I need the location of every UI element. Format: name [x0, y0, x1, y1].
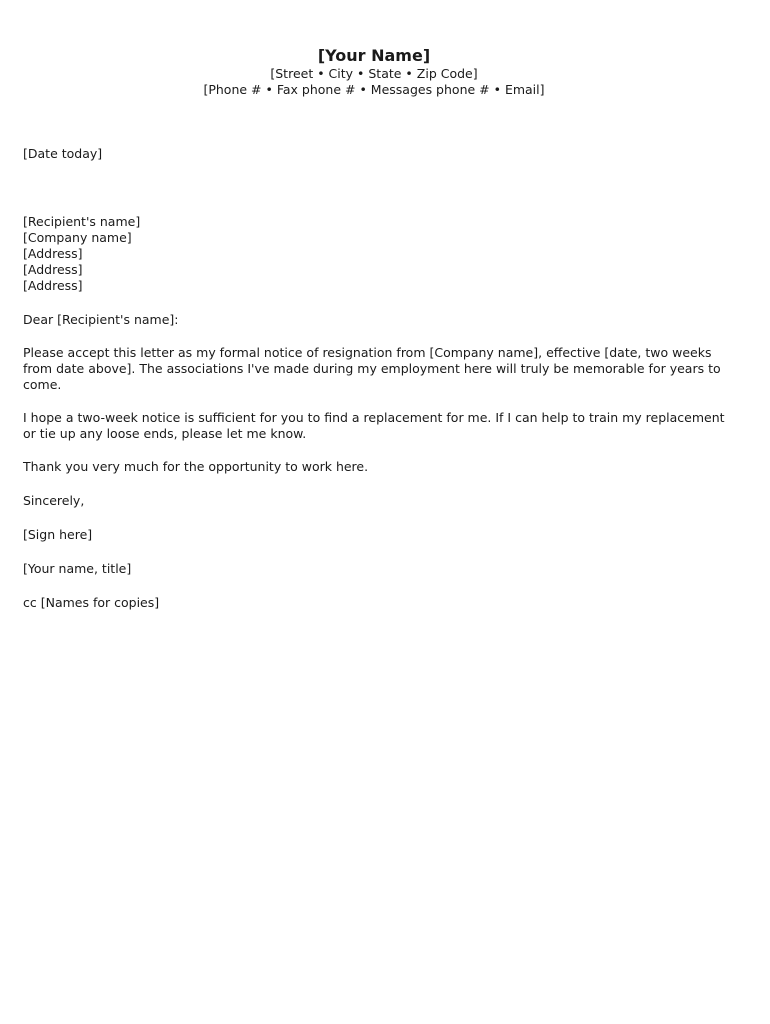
recipient-address-line: [Address] — [23, 278, 83, 293]
sender-address: [Street • City • State • Zip Code] — [270, 66, 478, 81]
recipient-address-line: [Address] — [23, 246, 83, 261]
cc-line: cc [Names for copies] — [23, 595, 160, 610]
sender-name: [Your Name] — [317, 46, 431, 65]
signature-line: [Sign here] — [23, 527, 93, 542]
body-paragraph: I hope a two-week notice is sufficient for you to find a replacement for me. If I can help to train my replacement or tie up any loose ends, please let me know. — [23, 410, 725, 441]
letterhead — [0, 46, 748, 98]
body-paragraph: Please accept this letter as my formal notice of resignation from [Company name], effective [date, two weeks from date above]. The associations I've made during my employment here will truly be memorable for years to come. — [23, 345, 721, 392]
recipient-address-line: [Address] — [23, 262, 83, 277]
salutation: Dear [Recipient's name]: — [23, 312, 179, 327]
sender-contact: [Phone # • Fax phone # • Messages phone # • Email] — [203, 82, 545, 97]
letter-date: [Date today] — [23, 146, 103, 161]
signer-name-title: [Your name, title] — [23, 561, 132, 576]
recipient-name: [Recipient's name] — [23, 214, 141, 229]
recipient-company: [Company name] — [23, 230, 132, 245]
recipient-block — [23, 214, 735, 294]
body-paragraph: Thank you very much for the opportunity to work here. — [23, 459, 369, 474]
closing: Sincerely, — [23, 493, 85, 508]
